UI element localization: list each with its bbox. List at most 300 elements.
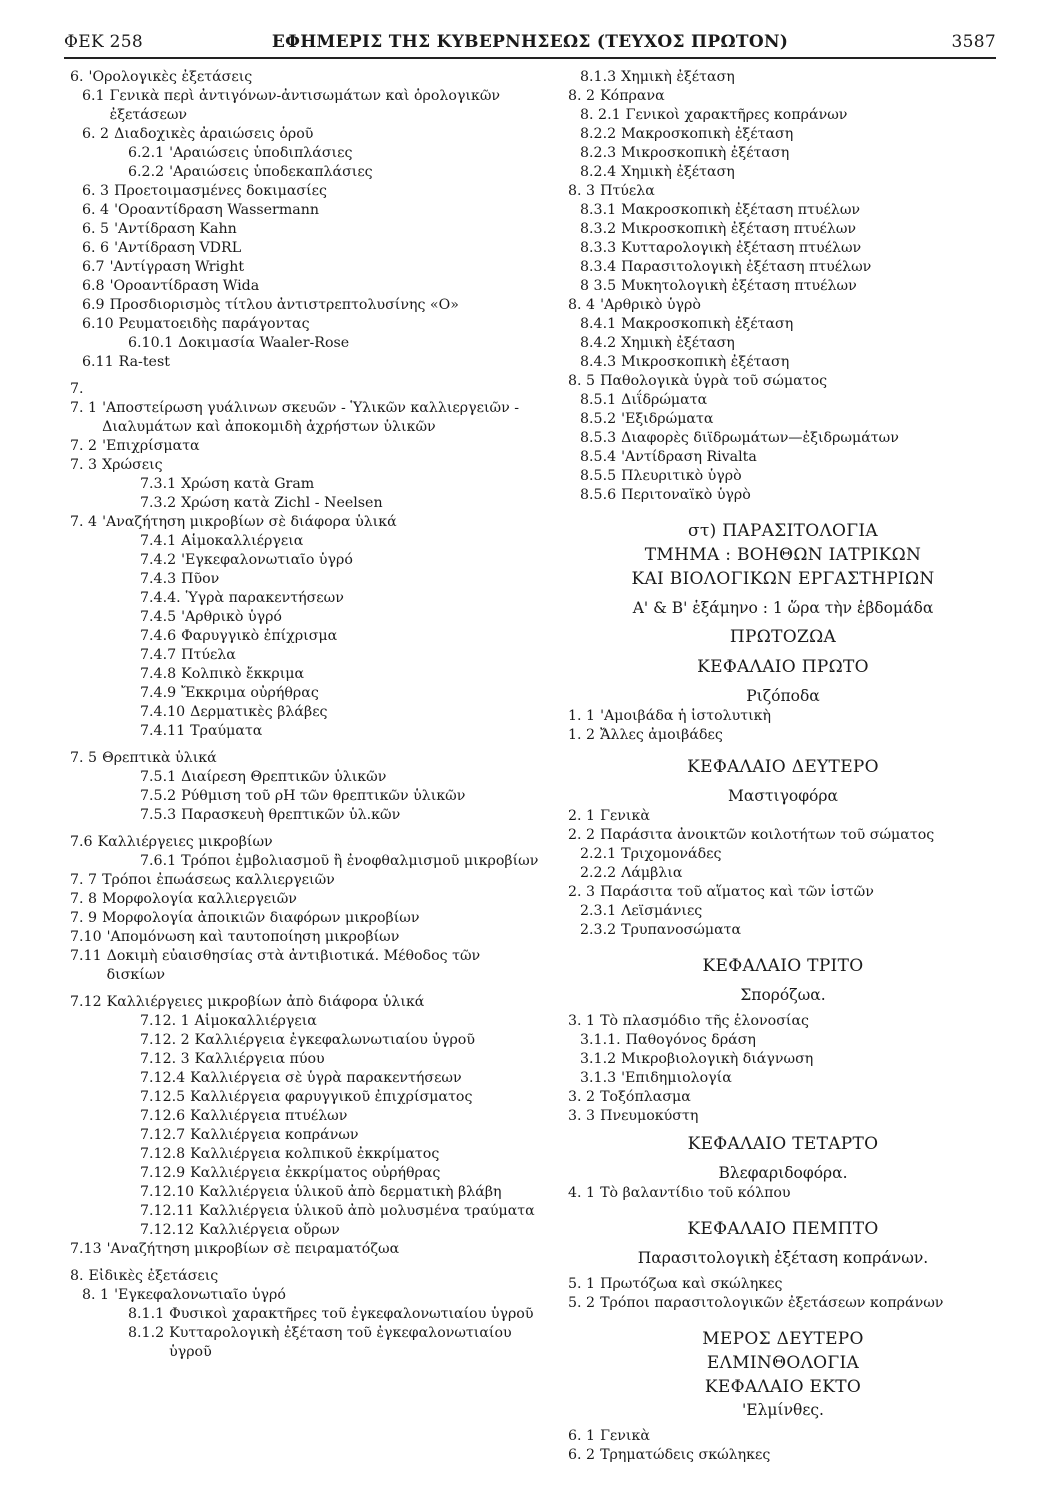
chapter-5-subtitle: Παρασιτολογικὴ ἐξέταση κοπράνων. xyxy=(637,1249,929,1267)
entry-text: Φαρυγγικὸ ἐπίχρισμα xyxy=(181,628,338,644)
entry-number: 7.12. 3 xyxy=(140,1051,190,1067)
toc-entry xyxy=(70,68,540,87)
entry-text: 'Αραιώσεις ὑποδεκαπλάσιες xyxy=(169,164,373,180)
entry-text: Καλλιέργεια οὔρων xyxy=(199,1222,340,1238)
toc-entry xyxy=(568,707,998,726)
entry-number: 7.12. 2 xyxy=(140,1032,190,1048)
chapter-5-title: ΚΕΦΑΛΑΙΟ ΠΕΜΠΤΟ xyxy=(687,1219,879,1239)
chapter-3-title: ΚΕΦΑΛΑΙΟ ΤΡΙΤΟ xyxy=(702,956,864,976)
entry-text: Περιτοναϊκὸ ὑγρὸ xyxy=(621,487,751,503)
chapter-4-title: ΚΕΦΑΛΑΙΟ ΤΕΤΑΡΤΟ xyxy=(687,1134,879,1154)
toc-entry xyxy=(140,1107,540,1126)
entry-text: Διΐδρώματα xyxy=(621,392,708,408)
toc-entry xyxy=(140,1050,540,1069)
toc-entry xyxy=(70,399,540,437)
toc-entry xyxy=(580,201,998,220)
section-title-parasitology: στ) ΠΑΡΑΣΙΤΟΛΟΓΙΑ xyxy=(688,521,878,541)
entry-text: Καλλιέργεια σὲ ὑγρὰ παρακεντήσεων xyxy=(190,1070,462,1086)
toc-entry xyxy=(140,570,540,589)
toc-entry xyxy=(82,182,540,201)
entry-text: Γενικοὶ χαρακτῆρες κοπράνων xyxy=(625,107,848,123)
toc-entry xyxy=(580,106,998,125)
toc-entry xyxy=(140,1221,540,1240)
entry-text: Καλλιέργεια ὑλικοῦ ἀπὸ μολυσμένα τραύματα xyxy=(199,1203,535,1219)
entry-text: Παρασιτολογικὴ ἐξέταση πτυέλων xyxy=(621,259,872,275)
entry-text: Πῦον xyxy=(181,571,220,587)
toc-entry xyxy=(70,928,540,947)
entry-number: 8.1.2 xyxy=(128,1325,165,1341)
entry-text: Μορφολογία καλλιεργειῶν xyxy=(102,891,297,907)
entry-text: Φυσικοὶ χαρακτῆρες τοῦ ἐγκεφαλονωτιαίου ὑγροῦ xyxy=(169,1306,534,1322)
toc-entry xyxy=(82,239,540,258)
entry-text: Κυτταρολογικὴ ἐξέταση πτυέλων xyxy=(621,240,862,256)
entry-number: 8. 4 xyxy=(568,297,596,313)
toc-entry xyxy=(140,475,540,494)
entry-text: 'Αναζήτηση μικροβίων σὲ διάφορα ὑλικά xyxy=(102,514,397,530)
entry-number: 6. 6 xyxy=(82,240,110,256)
toc-entry xyxy=(580,239,998,258)
toc-entry xyxy=(568,1275,998,1294)
entry-text: Γενικὰ xyxy=(600,1428,650,1444)
entry-text: Παρασκευὴ θρεπτικῶν ὑλ.κῶν xyxy=(181,807,401,823)
entry-text: Καλλιέργειες μικροβίων xyxy=(97,834,273,850)
entry-number: 7.4.8 xyxy=(140,666,177,682)
entry-number: 6.2.1 xyxy=(128,145,165,161)
entry-text: Κυτταρολογικὴ ἐξέταση τοῦ ἐγκεφαλονωτιαίου ὑγροῦ xyxy=(169,1325,512,1360)
toc-entry xyxy=(580,467,998,486)
toc-entry xyxy=(580,163,998,182)
entry-number: 8.3.1 xyxy=(580,202,617,218)
chapter-3-items xyxy=(568,1012,998,1126)
entry-text: Παθολογικὰ ὑγρὰ τοῦ σώματος xyxy=(600,373,828,389)
entry-text: Ἔκκριμα οὐρήθρας xyxy=(181,685,319,701)
entry-number: 8.2.2 xyxy=(580,126,617,142)
entry-text: 'Εγκεφαλονωτιαῖο ὑγρό xyxy=(181,552,353,568)
entry-number: 7. 2 xyxy=(70,438,98,454)
entry-number: 7.4.11 xyxy=(140,723,186,739)
entry-text: 'Αποστείρωση γυάλινων σκευῶν - Ὑλικῶν καλλιεργειῶν - Διαλυμάτων καὶ ἀποκομιδὴ ἀχρήστων ὑλικῶν xyxy=(102,400,520,435)
entry-number: 7. 3 xyxy=(70,457,98,473)
toc-entry xyxy=(580,334,998,353)
entry-number: 8.4.2 xyxy=(580,335,617,351)
entry-text: Λάμβλια xyxy=(621,865,683,881)
entry-number: 6. 1 xyxy=(568,1428,596,1444)
toc-entry xyxy=(568,807,998,826)
entry-number: 8. xyxy=(70,1268,84,1284)
entry-number: 3.1.3 xyxy=(580,1070,617,1086)
entry-text: Ὑγρὰ παρακεντήσεων xyxy=(185,590,344,606)
entry-text: Καλλιέργεια πτυέλων xyxy=(190,1108,348,1124)
entry-text: Αἱμοκαλλιέργεια xyxy=(181,533,304,549)
toc-entry xyxy=(568,1446,998,1465)
chapter-4-subtitle: Βλεφαριδοφόρα. xyxy=(718,1164,848,1182)
toc-entry xyxy=(580,902,998,921)
entry-text: Μυκητολογικὴ ἐξέταση πτυέλων xyxy=(621,278,857,294)
toc-entry xyxy=(82,296,540,315)
entry-text: Πτύελα xyxy=(600,183,655,199)
entry-text: Κολπικὸ ἔκκριμα xyxy=(181,666,305,682)
entry-number: 8. 2.1 xyxy=(580,107,621,123)
entry-text: Γενικὰ περὶ ἀντιγόνων-ἀντισωμάτων καὶ ὁρολογικῶν ἐξετάσεων xyxy=(109,88,501,123)
entry-number: 6. 2 xyxy=(82,126,110,142)
chapter-6-items xyxy=(568,1427,998,1465)
entry-number: 6.2.2 xyxy=(128,164,165,180)
entry-text: Θρεπτικὰ ὑλικά xyxy=(102,750,217,766)
entry-number: 7.4.9 xyxy=(140,685,177,701)
toc-entry xyxy=(580,486,998,505)
entry-number: 3.1.2 xyxy=(580,1051,617,1067)
entry-number: 7.4.5 xyxy=(140,609,177,625)
toc-entry xyxy=(580,1069,998,1088)
entry-number: 8.3.4 xyxy=(580,259,617,275)
entry-text: Εἰδικὲς ἐξετάσεις xyxy=(88,1268,219,1284)
entry-text: Χημικὴ ἐξέταση xyxy=(621,69,735,85)
toc-entry xyxy=(140,768,540,787)
entry-number: 7.12.10 xyxy=(140,1184,195,1200)
entry-text: Μικροσκοπικὴ ἐξέταση xyxy=(621,354,790,370)
entry-number: 8.2.4 xyxy=(580,164,617,180)
entry-text: 'Αρθρικὸ ὑγρό xyxy=(181,609,282,625)
entry-text: Μακροσκοπικὴ ἐξέταση πτυέλων xyxy=(621,202,861,218)
entry-number: 3. 2 xyxy=(568,1089,596,1105)
toc-entry xyxy=(70,909,540,928)
entry-number: 7.12.6 xyxy=(140,1108,186,1124)
entry-number: 7.4.6 xyxy=(140,628,177,644)
toc-entry xyxy=(568,1107,998,1126)
entry-number: 7.6.1 xyxy=(140,853,177,869)
department-line-1: ΤΜΗΜΑ : ΒΟΗΘΩΝ ΙΑΤΡΙΚΩΝ xyxy=(644,545,922,565)
toc-entry xyxy=(568,372,998,391)
toc-entry xyxy=(140,608,540,627)
entry-number: 2.3.1 xyxy=(580,903,617,919)
chapter-4-items xyxy=(568,1184,998,1203)
entry-text: 'Αμοιβάδα ἡ ἱστολυτικὴ xyxy=(600,708,772,724)
toc-entry xyxy=(580,353,998,372)
entry-number: 8. 5 xyxy=(568,373,596,389)
toc-entry xyxy=(580,1031,998,1050)
entry-text: Τριχομονάδες xyxy=(621,846,722,862)
toc-entry xyxy=(580,391,998,410)
entry-number: 7.10 xyxy=(70,929,102,945)
entry-text: Τὸ πλασμόδιο τῆς ἑλονοσίας xyxy=(600,1013,809,1029)
entry-number: 5. 2 xyxy=(568,1295,596,1311)
entry-number: 7.12.12 xyxy=(140,1222,195,1238)
entry-number: 6. xyxy=(70,69,84,85)
entry-text: Ἄλλες ἀμοιβάδες xyxy=(600,727,723,743)
entry-number: 5. 1 xyxy=(568,1276,596,1292)
toc-entry xyxy=(70,890,540,909)
entry-number: 7.12.11 xyxy=(140,1203,195,1219)
entry-number: 8.1.3 xyxy=(580,69,617,85)
heading-helminthology: ΕΛΜΙΝΘΟΛΟΓΙΑ xyxy=(706,1353,860,1373)
entry-number: 7.4.10 xyxy=(140,704,186,720)
entry-number: 7. 1 xyxy=(70,400,98,416)
entry-number: 7.4.1 xyxy=(140,533,177,549)
left-column xyxy=(70,68,540,1362)
entry-text xyxy=(89,380,540,399)
toc-entry xyxy=(580,921,998,940)
spacer xyxy=(70,372,540,380)
toc-entry xyxy=(568,1088,998,1107)
chapter-6-subtitle: 'Ελμίνθες. xyxy=(742,1401,824,1419)
toc-entry xyxy=(580,1050,998,1069)
entry-text: Καλλιέργεια φαρυγγικοῦ ἐπιχρίσματος xyxy=(190,1089,473,1105)
toc-entry xyxy=(82,125,540,144)
entry-text: Χημικὴ ἐξέταση xyxy=(621,335,735,351)
entry-text: Μικροσκοπικὴ ἐξέταση xyxy=(621,145,790,161)
entry-number: 6.10.1 xyxy=(128,335,174,351)
toc-entry xyxy=(82,315,540,334)
toc-entry xyxy=(580,220,998,239)
entry-text: Τρόποι ἐπωάσεως καλλιεργειῶν xyxy=(102,872,335,888)
entry-number: 8 3.5 xyxy=(580,278,617,294)
entry-text: Καλλιέργεια πύου xyxy=(194,1051,325,1067)
entry-number: 6. 5 xyxy=(82,221,110,237)
entry-text: 'Αραιώσεις ὑποδιπλάσιες xyxy=(169,145,353,161)
entry-number: 7.12.9 xyxy=(140,1165,186,1181)
entry-number: 7.4.4. xyxy=(140,590,181,606)
entry-number: 8. 1 xyxy=(82,1287,110,1303)
toc-entry xyxy=(580,410,998,429)
entry-number: 7.12.4 xyxy=(140,1070,186,1086)
entry-text: Δοκιμὴ εὐαισθησίας στὰ ἀντιβιοτικά. Μέθοδος τῶν δισκίων xyxy=(106,948,481,983)
entry-number: 8. 3 xyxy=(568,183,596,199)
toc-entry xyxy=(70,749,540,768)
entry-number: 7.12.7 xyxy=(140,1127,186,1143)
entry-text: 'Οροαντίδραση Wassermann xyxy=(114,202,319,218)
entry-number: 7. 9 xyxy=(70,910,98,926)
spacer xyxy=(70,985,540,993)
entry-text: Καλλιέργεια κολπικοῦ ἐκκρίματος xyxy=(190,1146,440,1162)
toc-entry xyxy=(140,494,540,513)
entry-text: Ρύθμιση τοῦ ρΗ τῶν θρεπτικῶν ὑλικῶν xyxy=(181,788,466,804)
entry-number: 7. 4 xyxy=(70,514,98,530)
entry-number: 7.4.2 xyxy=(140,552,177,568)
toc-entry xyxy=(140,1183,540,1202)
entry-text: Τρόποι ἐμβολιασμοῦ ἢ ἐνοφθαλμισμοῦ μικροβίων xyxy=(181,853,539,869)
toc-entry xyxy=(140,806,540,825)
toc-entry xyxy=(70,871,540,890)
toc-entry xyxy=(580,68,998,87)
entry-number: 7.11 xyxy=(70,948,102,964)
spacer xyxy=(70,741,540,749)
toc-entry xyxy=(140,852,540,871)
entry-text: 'Εξιδρώματα xyxy=(621,411,714,427)
semester-hours: Α' & Β' ἑξάμηνο : 1 ὥρα τὴν ἑβδομάδα xyxy=(632,599,934,617)
entry-number: 6.9 xyxy=(82,297,105,313)
toc-entry xyxy=(568,883,998,902)
entry-number: 7.3.1 xyxy=(140,476,177,492)
chapter-3-subtitle: Σπορόζωα. xyxy=(740,986,826,1004)
entry-number: 6.8 xyxy=(82,278,105,294)
entry-text: Τραύματα xyxy=(190,723,263,739)
toc-entry xyxy=(580,144,998,163)
chapter-5-items xyxy=(568,1275,998,1313)
entry-number: 8.5.3 xyxy=(580,430,617,446)
entry-text: Κόπρανα xyxy=(600,88,665,104)
entry-text: Μικροσκοπικὴ ἐξέταση πτυέλων xyxy=(621,221,857,237)
chapter-2-items xyxy=(568,807,998,940)
entry-text: 'Αναζήτηση μικροβίων σὲ πειραματόζωα xyxy=(106,1241,400,1257)
toc-entry xyxy=(140,1164,540,1183)
entry-number: 2. 2 xyxy=(568,827,596,843)
entry-number: 7.5.3 xyxy=(140,807,177,823)
entry-text: Πλευριτικὸ ὑγρὸ xyxy=(621,468,742,484)
toc-entry xyxy=(140,1202,540,1221)
toc-entry xyxy=(580,258,998,277)
entry-number: 7. xyxy=(70,381,84,397)
entry-text: Χρώσεις xyxy=(102,457,163,473)
toc-entry xyxy=(70,1240,540,1259)
right-column-top-list xyxy=(568,68,998,505)
entry-text: Χρώση κατὰ Zichl - Neelsen xyxy=(181,495,383,511)
header-rule xyxy=(64,57,996,59)
entry-text: Διαδοχικὲς ἀραιώσεις ὁροῦ xyxy=(114,126,314,142)
entry-number: 6. 3 xyxy=(82,183,110,199)
toc-entry xyxy=(140,1012,540,1031)
entry-text: Καλλιέργειες μικροβίων ἀπὸ διάφορα ὑλικά xyxy=(106,994,425,1010)
entry-text: 'Επιχρίσματα xyxy=(102,438,200,454)
entry-text: Τρηματώδεις σκώληκες xyxy=(600,1447,771,1463)
toc-entry xyxy=(580,448,998,467)
toc-entry xyxy=(568,826,998,845)
entry-text: Προσδιορισμὸς τίτλου ἀντιστρεπτολυσίνης «Ο» xyxy=(109,297,459,313)
entry-text: Καλλιέργεια ἐγκεφαλωνωτιαίου ὑγροῦ xyxy=(194,1032,475,1048)
entry-text: Μακροσκοπικὴ ἐξέταση xyxy=(621,126,794,142)
toc-entry xyxy=(128,163,540,182)
entry-number: 7.4.7 xyxy=(140,647,177,663)
entry-number: 7.5.2 xyxy=(140,788,177,804)
toc-entry xyxy=(140,532,540,551)
entry-text: Αἱμοκαλλιέργεια xyxy=(194,1013,317,1029)
chapter-2-subtitle: Μαστιγοφόρα xyxy=(728,787,838,805)
entry-text: Παράσιτα ἀνοικτῶν κοιλοτήτων τοῦ σώματος xyxy=(600,827,935,843)
entry-text: Πρωτόζωα καὶ σκώληκες xyxy=(600,1276,783,1292)
entry-number: 7.5.1 xyxy=(140,769,177,785)
toc-entry xyxy=(140,787,540,806)
entry-text: Παράσιτα τοῦ αἵματος καὶ τῶν ἱστῶν xyxy=(600,884,874,900)
department-line-2: ΚΑΙ ΒΙΟΛΟΓΙΚΩΝ ΕΡΓΑΣΤΗΡΙΩΝ xyxy=(631,569,935,589)
entry-number: 1. 1 xyxy=(568,708,596,724)
heading-protozoa: ΠΡΩΤΟΖΩΑ xyxy=(729,627,837,647)
page-header xyxy=(64,30,996,56)
entry-number: 1. 2 xyxy=(568,727,596,743)
entry-number: 2.3.2 xyxy=(580,922,617,938)
entry-number: 6. 2 xyxy=(568,1447,596,1463)
toc-entry xyxy=(70,437,540,456)
entry-text: Καλλιέργεια ὑλικοῦ ἀπὸ δερματικὴ βλάβη xyxy=(199,1184,502,1200)
toc-entry xyxy=(82,87,540,125)
entry-number: 7.12.8 xyxy=(140,1146,186,1162)
entry-number: 3. 1 xyxy=(568,1013,596,1029)
toc-entry xyxy=(128,144,540,163)
entry-text: Χημικὴ ἐξέταση xyxy=(621,164,735,180)
entry-number: 8.1.1 xyxy=(128,1306,165,1322)
right-column xyxy=(568,68,998,1465)
entry-text: Πτύελα xyxy=(181,647,236,663)
toc-entry xyxy=(568,1184,998,1203)
toc-entry xyxy=(70,993,540,1012)
spacer xyxy=(70,825,540,833)
toc-entry xyxy=(82,258,540,277)
toc-entry xyxy=(82,353,540,372)
entry-number: 7. 5 xyxy=(70,750,98,766)
chapter-1-subtitle: Ριζόποδα xyxy=(746,687,820,705)
toc-entry xyxy=(580,125,998,144)
spacer xyxy=(70,1259,540,1267)
entry-number: 7.12. 1 xyxy=(140,1013,190,1029)
entry-number: 8.2.3 xyxy=(580,145,617,161)
entry-text: Τρόποι παρασιτολογικῶν ἐξετάσεων κοπράνων xyxy=(600,1295,944,1311)
toc-entry xyxy=(82,201,540,220)
entry-text: Γενικὰ xyxy=(600,808,650,824)
toc-entry xyxy=(140,589,540,608)
entry-number: 6.7 xyxy=(82,259,105,275)
entry-text: 'Αντίδραση Rivalta xyxy=(621,449,757,465)
toc-entry xyxy=(140,551,540,570)
entry-text: 'Επιδημιολογία xyxy=(621,1070,732,1086)
entry-text: 'Αντίδραση VDRL xyxy=(114,240,242,256)
entry-text: Πνευμοκύστη xyxy=(600,1108,699,1124)
toc-entry xyxy=(82,220,540,239)
entry-number: 4. 1 xyxy=(568,1185,596,1201)
toc-entry xyxy=(140,1031,540,1050)
toc-entry xyxy=(128,1305,540,1324)
entry-number: 8. 2 xyxy=(568,88,596,104)
gazette-title: ΕΦΗΜΕΡΙΣ ΤΗΣ ΚΥΒΕΡΝΗΣΕΩΣ (ΤΕΥΧΟΣ ΠΡΩΤΟΝ) xyxy=(271,32,789,52)
entry-number: 8.5.4 xyxy=(580,449,617,465)
entry-text: 'Αντίγραση Wright xyxy=(109,259,245,275)
entry-text: 'Εγκεφαλονωτιαῖο ὑγρό xyxy=(114,1287,286,1303)
entry-text: Ρευματοειδὴς παράγοντας xyxy=(118,316,310,332)
toc-entry xyxy=(70,1267,540,1286)
entry-text: 'Αντίδραση Kahn xyxy=(114,221,237,237)
entry-text: Διαίρεση Θρεπτικῶν ὑλικῶν xyxy=(181,769,387,785)
toc-entry xyxy=(128,1324,540,1362)
entry-number: 7.13 xyxy=(70,1241,102,1257)
entry-number: 8.5.6 xyxy=(580,487,617,503)
toc-entry xyxy=(140,627,540,646)
entry-text: Μικροβιολογικὴ διάγνωση xyxy=(621,1051,814,1067)
entry-text: Δοκιμασία Waaler-Rose xyxy=(178,335,350,351)
entry-text: Μακροσκοπικὴ ἐξέταση xyxy=(621,316,794,332)
toc-entry xyxy=(70,513,540,532)
toc-entry xyxy=(580,845,998,864)
toc-entry xyxy=(140,684,540,703)
toc-entry xyxy=(580,315,998,334)
entry-text: Χρώση κατὰ Gram xyxy=(181,476,315,492)
toc-entry xyxy=(580,864,998,883)
chapter-1-items xyxy=(568,707,998,745)
entry-text: Μορφολογία ἀποικιῶν διαφόρων μικροβίων xyxy=(102,910,420,926)
entry-number: 7.6 xyxy=(70,834,93,850)
entry-text: Καλλιέργεια ἐκκρίματος οὐρήθρας xyxy=(190,1165,441,1181)
toc-entry xyxy=(568,1012,998,1031)
entry-number: 2. 1 xyxy=(568,808,596,824)
toc-entry xyxy=(140,1069,540,1088)
entry-text: Ra-test xyxy=(118,354,170,370)
entry-text: Τὸ βαλαντίδιο τοῦ κόλπου xyxy=(600,1185,791,1201)
entry-number: 7. 8 xyxy=(70,891,98,907)
entry-text: 'Ορολογικὲς ἐξετάσεις xyxy=(88,69,253,85)
entry-number: 6.10 xyxy=(82,316,114,332)
toc-entry xyxy=(70,380,540,399)
toc-entry xyxy=(140,1126,540,1145)
entry-text: 'Αρθρικὸ ὑγρὸ xyxy=(600,297,701,313)
entry-number: 8.5.2 xyxy=(580,411,617,427)
entry-text: Τοξόπλασμα xyxy=(600,1089,691,1105)
entry-number: 7.4.3 xyxy=(140,571,177,587)
